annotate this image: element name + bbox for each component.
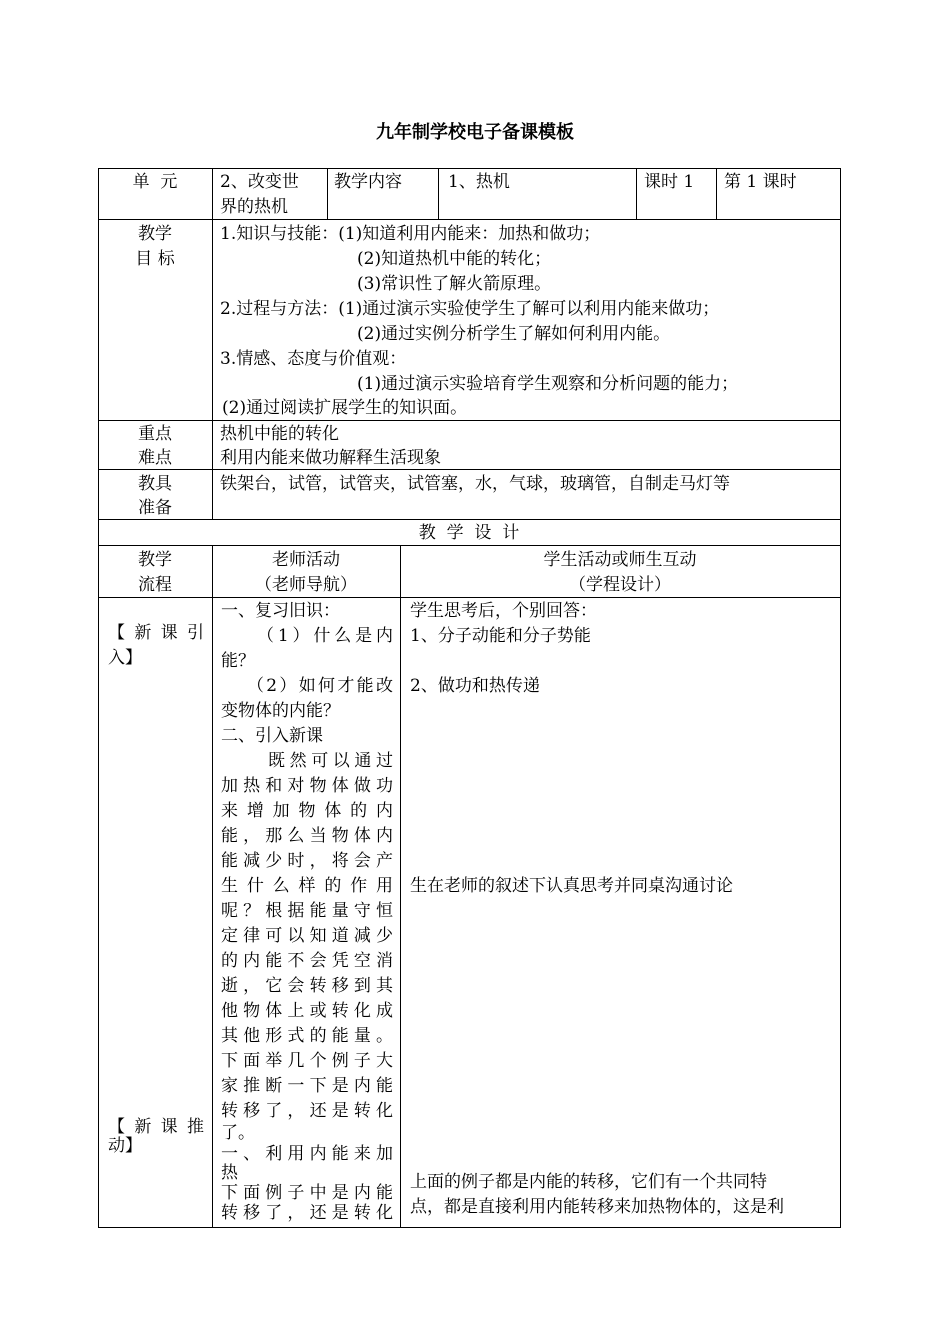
tools-label-2: 准备 xyxy=(138,498,172,518)
flow-header-2: 流程 xyxy=(138,575,172,595)
phase-advance-label-2: 动】 xyxy=(108,1136,142,1156)
keypoints-label-1: 重点 xyxy=(138,424,172,444)
teacher-line: 呢？根据能量守恒 xyxy=(221,901,393,921)
teacher-line: 能？ xyxy=(221,651,255,671)
teacher-header-1: 老师活动 xyxy=(272,550,340,570)
student-header-1: 学生活动或师生互动 xyxy=(543,550,697,570)
teacher-line: 能减少时，将会产 xyxy=(221,851,393,871)
teacher-line: 热 xyxy=(221,1163,238,1183)
goal-line: (1)通过演示实验培育学生观察和分析问题的能力； xyxy=(357,374,739,394)
goal-line: (2)知道热机中能的转化； xyxy=(357,249,552,269)
tools-value: 铁架台，试管，试管夹，试管塞，水，气球，玻璃管，自制走马灯等 xyxy=(220,474,730,494)
teacher-line: 定律可以知道减少 xyxy=(221,926,393,946)
teacher-line: （1）什么是内 xyxy=(257,626,393,646)
teacher-line: 家推断一下是内能 xyxy=(221,1076,393,1096)
teacher-line: 生什么样的作用 xyxy=(221,876,393,896)
teacher-line: 加热和对物体做功 xyxy=(221,776,393,796)
teacher-line: 一、复习旧识： xyxy=(221,601,340,621)
teacher-header-2: （老师导航） xyxy=(255,575,357,595)
teacher-line: 转移了，还是转化 xyxy=(221,1101,393,1121)
teacher-line: 一、利用内能来加 xyxy=(221,1144,393,1164)
student-line: 上面的例子都是内能的转移，它们有一个共同特 xyxy=(410,1172,767,1192)
student-line: 2、做功和热传递 xyxy=(410,676,540,696)
goals-label-2: 目 标 xyxy=(135,249,175,269)
unit-label: 单 元 xyxy=(132,172,178,192)
student-header-2: （学程设计） xyxy=(569,575,671,595)
difficulty-value: 利用内能来做功解释生活现象 xyxy=(220,448,441,468)
teacher-line: 的内能不会凭空消 xyxy=(221,951,393,971)
teacher-line: 能，那么当物体内 xyxy=(221,826,393,846)
teacher-line: 了。 xyxy=(221,1123,255,1143)
teacher-line: 二、引入新课 xyxy=(221,726,323,746)
page-title: 九年制学校电子备课模板 xyxy=(376,122,574,143)
design-title: 教 学 设 计 xyxy=(418,523,520,543)
teacher-line: 下面例子中是内能 xyxy=(221,1183,393,1203)
keypoints-label-2: 难点 xyxy=(138,448,172,468)
goal-line: 2.过程与方法：(1)通过演示实验使学生了解可以利用内能来做功； xyxy=(220,299,720,319)
unit-value-line-1: 2、改变世 xyxy=(220,172,299,192)
goals-label-1: 教学 xyxy=(138,224,172,244)
unit-value-line-2: 界的热机 xyxy=(220,197,288,217)
teacher-line: 他物体上或转化成 xyxy=(221,1001,393,1021)
student-line: 1、分子动能和分子势能 xyxy=(410,626,591,646)
teacher-line: 变物体的内能？ xyxy=(221,701,340,721)
content-label: 教学内容 xyxy=(334,172,402,192)
teacher-line: 逝，它会转移到其 xyxy=(221,976,393,996)
goal-line: (2)通过实例分析学生了解如何利用内能。 xyxy=(357,324,671,344)
teacher-line: 转移了，还是转化 xyxy=(221,1203,393,1223)
goal-line: (3)常识性了解火箭原理。 xyxy=(357,274,552,294)
goal-line: (2)通过阅读扩展学生的知识面。 xyxy=(222,398,468,418)
teacher-line: 其他形式的能量。 xyxy=(221,1026,393,1046)
phase-intro-label-2: 入】 xyxy=(108,648,142,668)
focus-value: 热机中能的转化 xyxy=(220,424,339,444)
hours-label: 课时 1 xyxy=(644,172,695,192)
flow-header-1: 教学 xyxy=(138,550,172,570)
teacher-line: 既然可以通过 xyxy=(268,751,393,771)
tools-label-1: 教具 xyxy=(138,474,172,494)
student-line: 生在老师的叙述下认真思考并同桌沟通讨论 xyxy=(410,876,733,896)
lesson-label: 第 1 课时 xyxy=(724,172,797,192)
teacher-line: 下面举几个例子大 xyxy=(221,1051,393,1071)
teacher-line: 来增加物体的内 xyxy=(221,801,393,821)
phase-advance-label-1: 【新课推 xyxy=(108,1117,204,1137)
phase-intro-label-1: 【新课引 xyxy=(108,623,204,643)
goal-line: 3.情感、态度与价值观： xyxy=(220,349,407,369)
content-value: 1、热机 xyxy=(448,172,510,192)
student-line: 点，都是直接利用内能转移来加热物体的，这是利 xyxy=(410,1197,784,1217)
goal-line: 1.知识与技能：(1)知道利用内能来：加热和做功； xyxy=(220,224,601,244)
teacher-line: （2）如何才能改 xyxy=(247,676,393,696)
student-line: 学生思考后，个别回答： xyxy=(410,601,597,621)
